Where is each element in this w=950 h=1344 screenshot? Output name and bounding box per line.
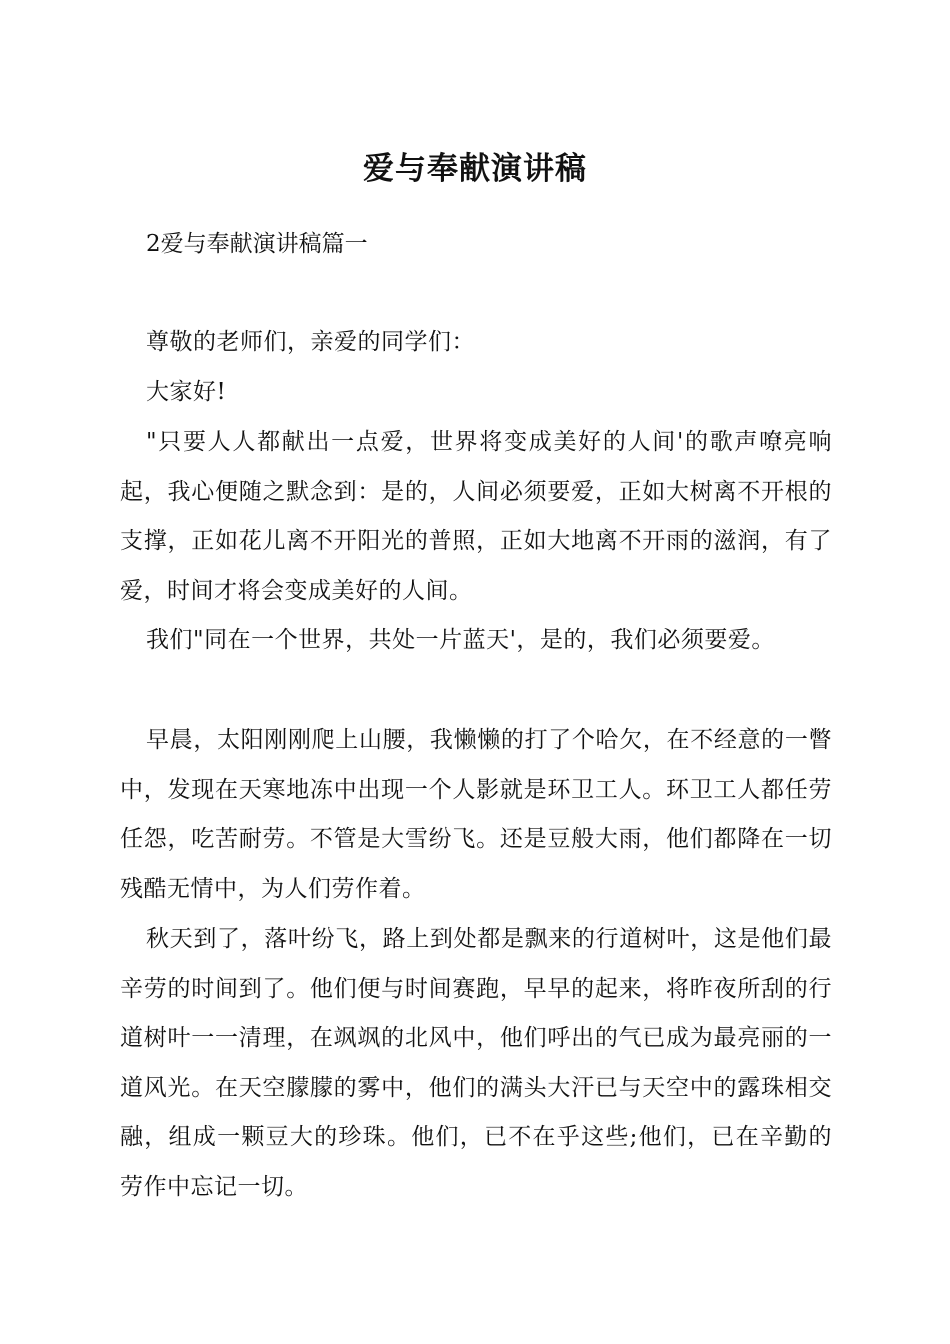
document-subtitle: 2爱与奉献演讲稿篇一: [146, 231, 368, 257]
greeting-paragraph: 尊敬的老师们，亲爱的同学们：: [146, 329, 475, 355]
body-paragraph: "只要人人都献出一点爱，世界将变成美好的人间'的歌声嘹亮响起，我心便随之默念到：是的，人间必须要爱，正如大树离不开根的支撑，正如花儿离不开阳光的普照，正如大地离不开雨的滋润，有了爱，时间才将会变成美好的人间。: [120, 429, 832, 604]
document-title: 爱与奉献演讲稿: [363, 151, 587, 187]
body-paragraph: 我们"同在一个世界，共处一片蓝天'，是的，我们必须要爱。: [146, 627, 775, 653]
body-paragraph: 秋天到了，落叶纷飞，路上到处都是飘来的行道树叶，这是他们最辛劳的时间到了。他们便与时间赛跑，早早的起来，将昨夜所刮的行道树叶一一清理，在飒飒的北风中，他们呼出的气已成为最亮丽的一道风光。在天空朦朦的雾中，他们的满头大汗已与天空中的露珠相交融，组成一颗豆大的珍珠。他们，已不在乎这些;他们，已在辛勤的劳作中忘记一切。: [120, 926, 832, 1200]
hello-paragraph: 大家好!: [146, 379, 227, 405]
body-paragraph: 早晨，太阳刚刚爬上山腰，我懒懒的打了个哈欠，在不经意的一瞥中，发现在天寒地冻中出现一个人影就是环卫工人。环卫工人都任劳任怨，吃苦耐劳。不管是大雪纷飞。还是豆般大雨，他们都降在一切残酷无情中，为人们劳作着。: [120, 727, 832, 902]
